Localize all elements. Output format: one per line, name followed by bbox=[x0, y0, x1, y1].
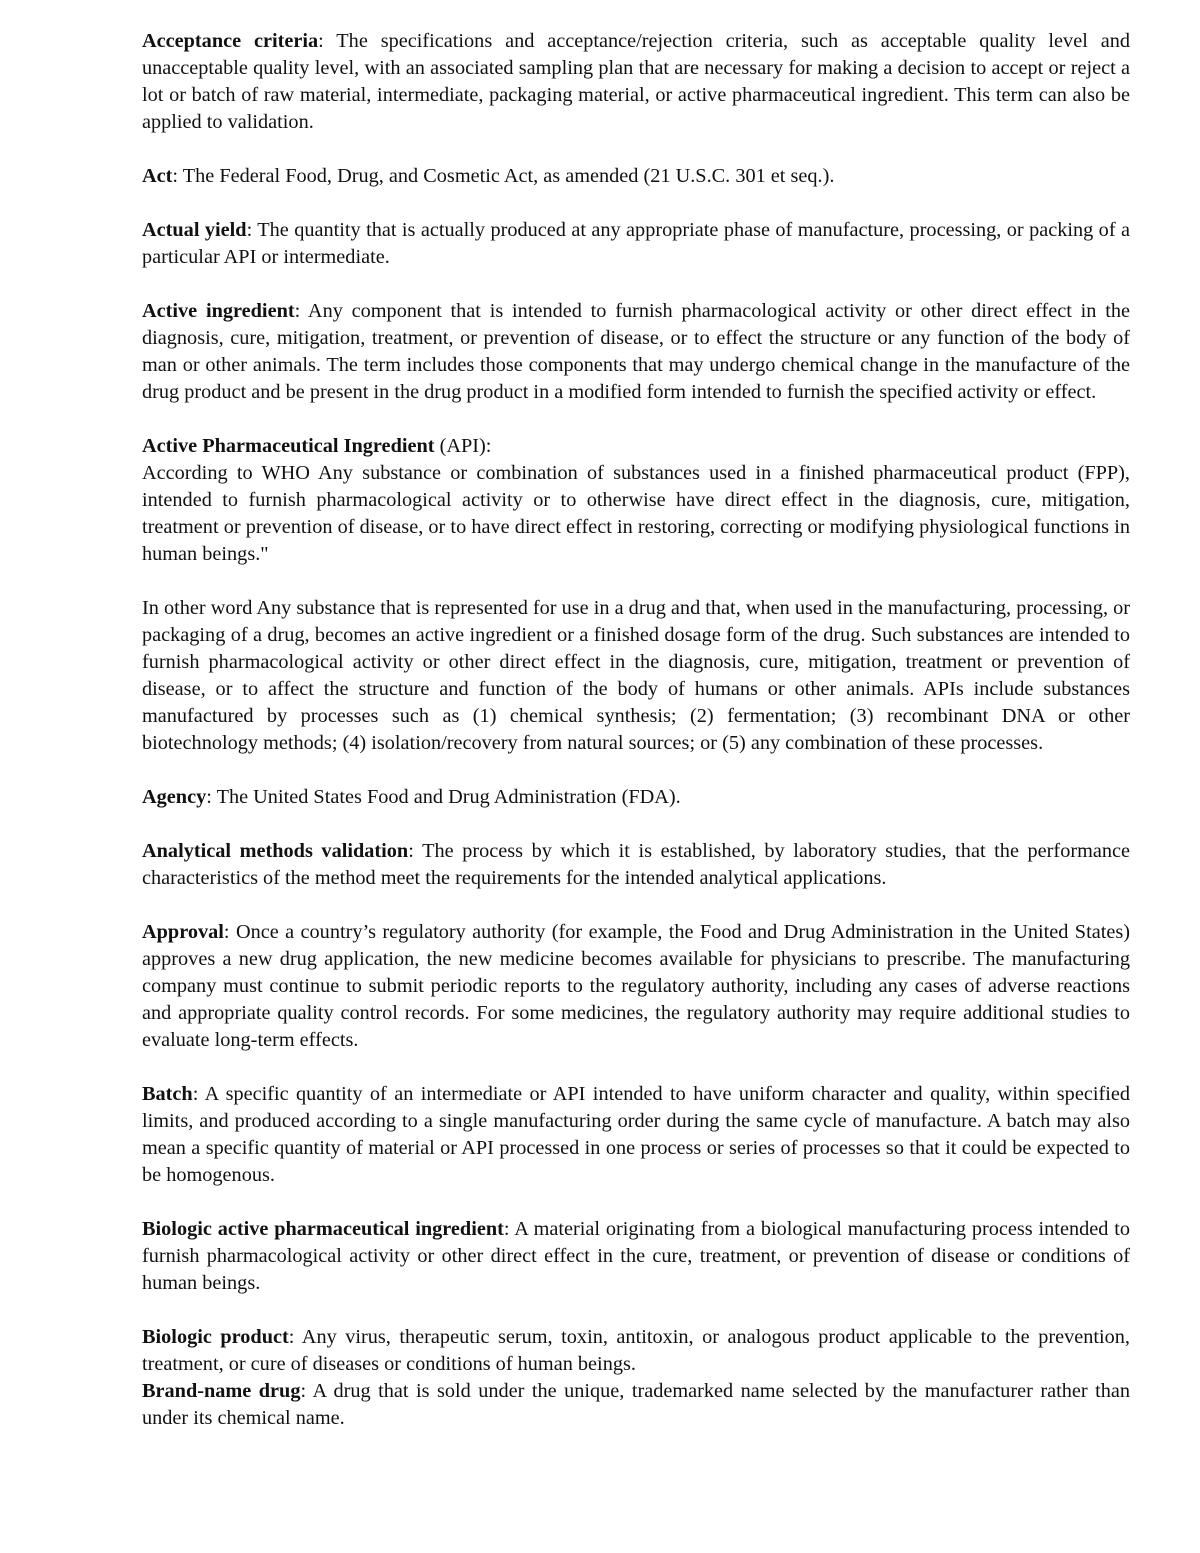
separator: : bbox=[408, 840, 423, 862]
entry-api-who-definition bbox=[142, 460, 1130, 568]
entry-approval bbox=[142, 919, 1130, 1054]
term: Batch bbox=[142, 1083, 193, 1105]
term: Biologic product bbox=[142, 1326, 289, 1348]
separator: : bbox=[192, 1083, 205, 1105]
separator: : bbox=[288, 1326, 302, 1348]
term: Active ingredient bbox=[142, 300, 295, 322]
definition: A specific quantity of an intermediate or API intended to have uniform character and quality, within specified limits, and produced according to a single manufacturing order during the same cycle of manufacture. A batch may also mean a specific quantity of material or API processed in one process or series of processes so that it could be expected to be homogenous. bbox=[142, 1083, 1130, 1186]
separator: : bbox=[206, 786, 217, 808]
separator: : bbox=[294, 300, 308, 322]
definition: The process by which it is established, by laboratory studies, that the performance characteristics of the method meet the requirements for the intended analytical applications. bbox=[142, 840, 1131, 889]
separator: : bbox=[300, 1380, 313, 1402]
entry-act bbox=[142, 163, 1130, 190]
separator: (API): bbox=[434, 435, 492, 457]
definition: Any component that is intended to furnish pharmacological activity or other direct effect in the diagnosis, cure, mitigation, treatment, or prevention of disease, or to effect the structure or any function of the body of man or other animals. The term includes those components that may undergo chemical change in the manufacture of the drug product and be present in the drug product in a modified form intended to furnish the specified activity or effect. bbox=[142, 300, 1130, 403]
term: Act bbox=[142, 165, 173, 187]
entry-analytical-methods-validation bbox=[142, 838, 1130, 892]
separator: : bbox=[503, 1218, 515, 1240]
term: Approval bbox=[142, 921, 224, 943]
definition: A material originating from a biological manufacturing process intended to furnish pharmacological activity or other direct effect in the cure, treatment, or prevention of disease or conditions of human beings. bbox=[142, 1218, 1130, 1294]
separator: : bbox=[246, 219, 258, 241]
entry-biologic-product bbox=[142, 1324, 1130, 1378]
term: Biologic active pharmaceutical ingredient bbox=[142, 1218, 504, 1240]
definition: Any virus, therapeutic serum, toxin, antitoxin, or analogous product applicable to the prevention, treatment, or cure of diseases or conditions of human beings. bbox=[142, 1326, 1130, 1375]
separator: : bbox=[318, 30, 337, 52]
definition: A drug that is sold under the unique, trademarked name selected by the manufacturer rather than under its chemical name. bbox=[142, 1380, 1130, 1429]
definition: Once a country’s regulatory authority (for example, the Food and Drug Administration in the United States) approves a new drug application, the new medicine becomes available for physicians to prescribe. The manufacturing company must continue to submit periodic reports to the regulatory authority, including any cases of adverse reactions and appropriate quality control records. For some medicines, the regulatory authority may require additional studies to evaluate long-term effects. bbox=[142, 921, 1130, 1051]
definition: According to WHO Any substance or combination of substances used in a finished pharmaceutical product (FPP), intended to furnish pharmacological activity or to otherwise have direct effect in the diagnosis, cure, mitigation, treatment or prevention of disease, or to have direct effect in restoring, correcting or modifying physiological functions in human beings." bbox=[142, 462, 1130, 565]
term: Agency bbox=[142, 786, 207, 808]
term: Analytical methods validation bbox=[142, 840, 409, 862]
definition: The specifications and acceptance/rejection criteria, such as acceptable quality level and unacceptable quality level, with an associated sampling plan that are necessary for making a decision to accept or reject a lot or batch of raw material, intermediate, packaging material, or active pharmaceutical ingredient. This term can also be applied to validation. bbox=[142, 30, 1130, 133]
term: Active Pharmaceutical Ingredient bbox=[142, 435, 435, 457]
entry-agency bbox=[142, 784, 1130, 811]
definition: The Federal Food, Drug, and Cosmetic Act, as amended (21 U.S.C. 301 et seq.). bbox=[182, 165, 835, 187]
definition: The United States Food and Drug Administration (FDA). bbox=[216, 786, 681, 808]
entry-api-heading bbox=[142, 433, 1130, 460]
entry-acceptance-criteria bbox=[142, 28, 1130, 136]
definition: The quantity that is actually produced at any appropriate phase of manufacture, processing, or packing of a particular API or intermediate. bbox=[142, 219, 1130, 268]
definition: In other word Any substance that is represented for use in a drug and that, when used in the manufacturing, processing, or packaging of a drug, becomes an active ingredient or a finished dosage form of the drug. Such substances are intended to furnish pharmacological activity or other direct effect in the diagnosis, cure, mitigation, treatment or prevention of disease, or to affect the structure and function of the body of humans or other animals. APIs include substances manufactured by processes such as (1) chemical synthesis; (2) fermentation; (3) recombinant DNA or other biotechnology methods; (4) isolation/recovery from natural sources; or (5) any combination of these processes. bbox=[142, 597, 1130, 754]
glossary-page bbox=[142, 28, 1130, 1432]
term: Brand-name drug bbox=[142, 1380, 301, 1402]
entry-active-ingredient bbox=[142, 298, 1130, 406]
entry-actual-yield bbox=[142, 217, 1130, 271]
separator: : bbox=[223, 921, 236, 943]
term: Actual yield bbox=[142, 219, 247, 241]
entry-batch bbox=[142, 1081, 1130, 1189]
separator: : bbox=[172, 165, 183, 187]
entry-brand-name-drug bbox=[142, 1378, 1130, 1432]
term: Acceptance criteria bbox=[142, 30, 319, 52]
entry-biologic-api bbox=[142, 1216, 1130, 1297]
entry-api-other-definition bbox=[142, 595, 1130, 757]
